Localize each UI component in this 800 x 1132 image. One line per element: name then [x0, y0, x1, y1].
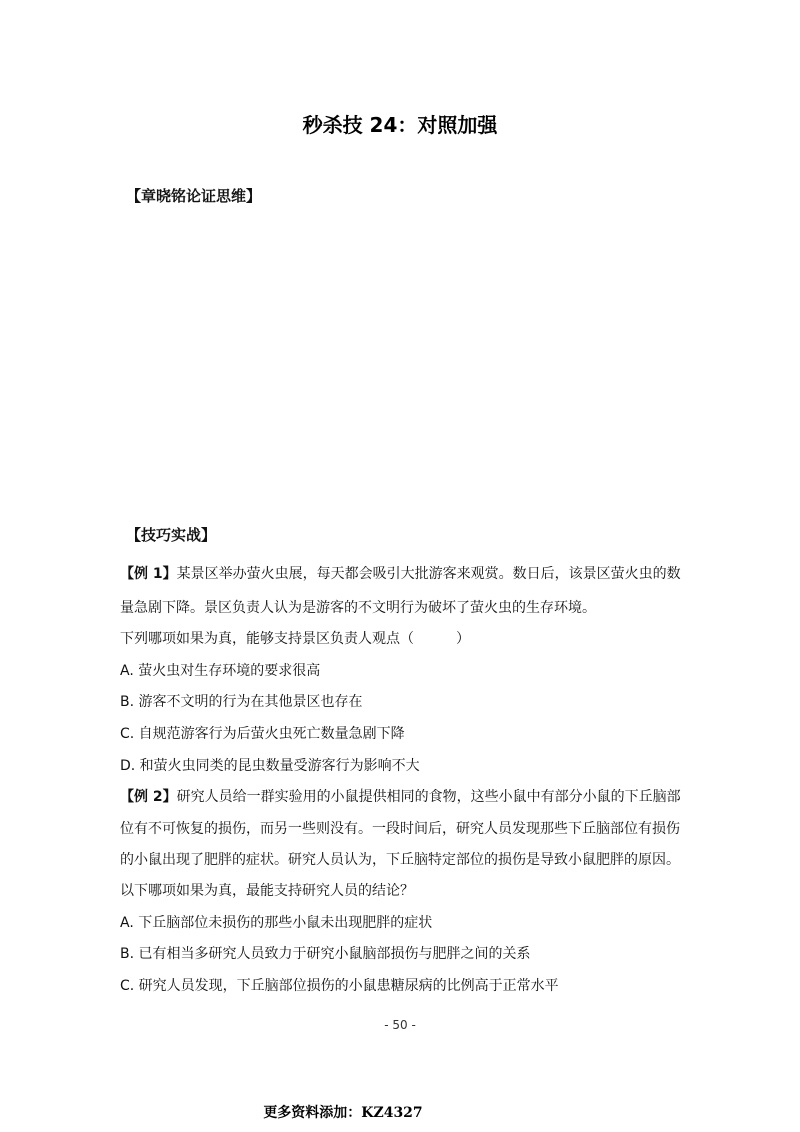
- example1-option-a: A. 萤火虫对生存环境的要求很高: [120, 663, 321, 679]
- example1-stem-line1: [120, 563, 681, 583]
- example2-stem-line3: 的小鼠出现了肥胖的症状。研究人员认为，下丘脑特定部位的损伤是导致小鼠肥胖的原因。: [120, 852, 680, 868]
- example2-option-b: B. 已有相当多研究人员致力于研究小鼠脑部损伤与肥胖之间的关系: [120, 946, 531, 962]
- footer-promo: 更多资料添加：KZ4327: [263, 1105, 423, 1121]
- example1-option-c: C. 自规范游客行为后萤火虫死亡数量急剧下降: [120, 726, 405, 742]
- example2-option-a: A. 下丘脑部位未损伤的那些小鼠未出现肥胖的症状: [120, 915, 433, 931]
- example1-option-b: B. 游客不文明的行为在其他景区也存在: [120, 694, 363, 710]
- example2-stem-line2: 位有不可恢复的损伤，而另一些则没有。一段时间后，研究人员发现那些下丘脑部位有损伤: [120, 821, 680, 837]
- example2-option-c: C. 研究人员发现，下丘脑部位损伤的小鼠患糖尿病的比例高于正常水平: [120, 978, 559, 994]
- example1-stem-text: 某景区举办萤火虫展，每天都会吸引大批游客来观赏。数日后，该景区萤火虫的数: [176, 566, 681, 582]
- section-heading-practice: 【技巧实战】: [126, 526, 217, 544]
- example2-stem-text: 研究人员给一群实验用的小鼠提供相同的食物，这些小鼠中有部分小鼠的下丘脑部: [176, 789, 681, 805]
- example2-stem-line1: [120, 786, 681, 806]
- page-number: - 50 -: [384, 1018, 416, 1032]
- example1-question: 下列哪项如果为真，能够支持景区负责人观点（ ）: [120, 631, 470, 647]
- example2-question: 以下哪项如果为真，最能支持研究人员的结论？: [120, 883, 414, 899]
- example1-option-d: D. 和萤火虫同类的昆虫数量受游客行为影响不大: [120, 758, 420, 774]
- page-title: 秒杀技 24：对照加强: [302, 113, 498, 137]
- section-heading-method: 【章晓铭论证思维】: [126, 187, 262, 205]
- example1-tag: 【例 1】: [120, 566, 177, 582]
- example1-stem-line2: 量急剧下降。景区负责人认为是游客的不文明行为破坏了萤火虫的生存环境。: [120, 600, 596, 616]
- example2-tag: 【例 2】: [120, 789, 177, 805]
